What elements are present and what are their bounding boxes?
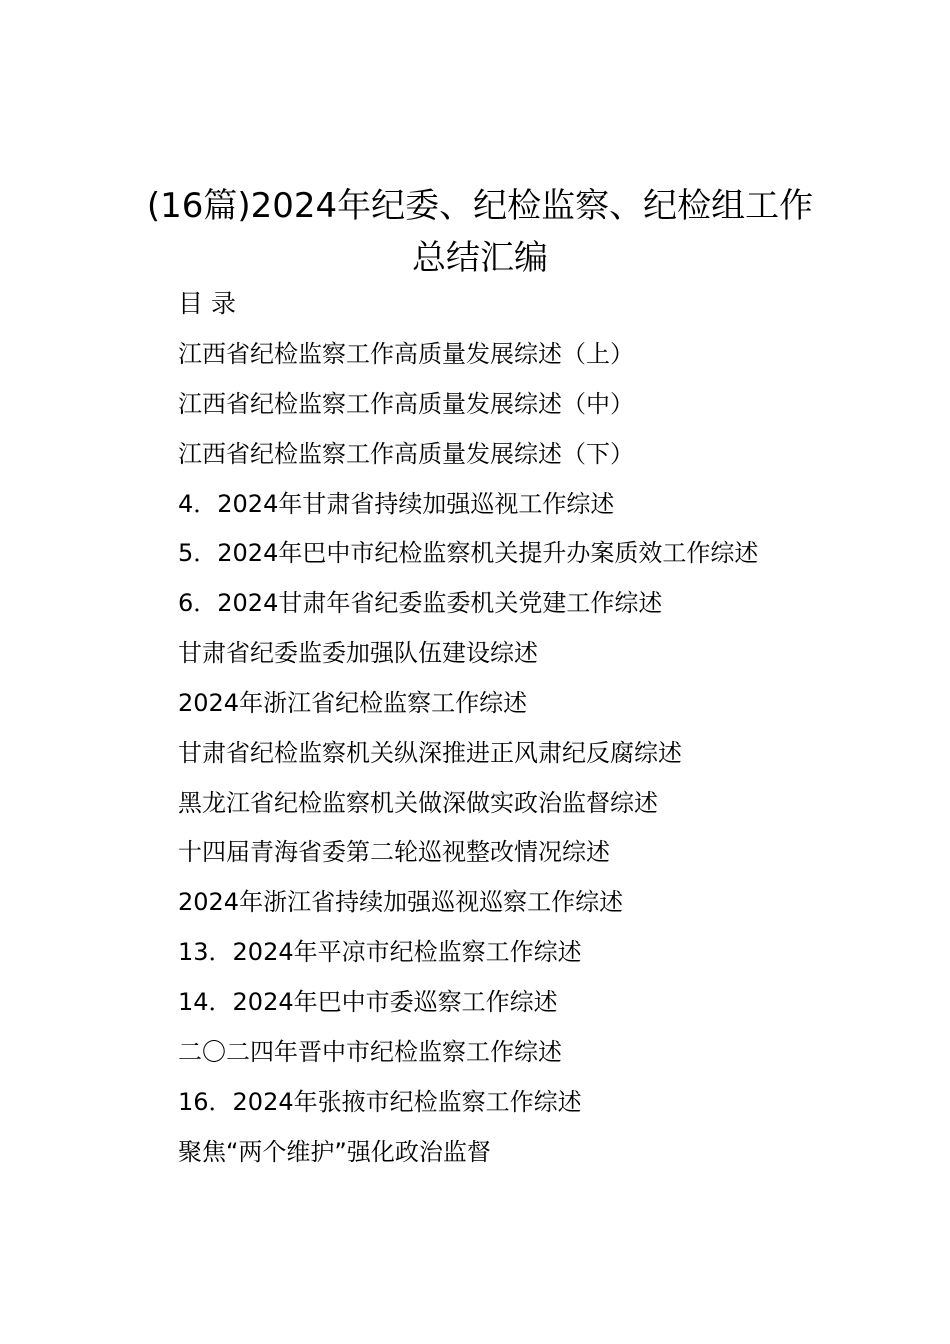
title-line-2: 总结汇编 (412, 238, 548, 278)
toc-item[interactable]: 2024年浙江省纪检监察工作综述 (178, 688, 528, 717)
toc-item[interactable]: 江西省纪检监察工作高质量发展综述（上） (178, 340, 634, 368)
toc-item[interactable]: 黑龙江省纪检监察机关做深做实政治监督综述 (178, 788, 658, 817)
toc-item[interactable]: 6．2024甘肃年省纪委监委机关党建工作综述 (178, 589, 663, 618)
toc-item[interactable]: 2024年浙江省持续加强巡视巡察工作综述 (178, 888, 624, 917)
toc-item[interactable]: 16．2024年张掖市纪检监察工作综述 (178, 1087, 582, 1116)
toc-item[interactable]: 5．2024年巴中市纪检监察机关提升办案质效工作综述 (178, 539, 759, 568)
title-line-1: (16篇)2024年纪委、纪检监察、纪检组工作 (146, 186, 814, 226)
table-of-contents (178, 336, 878, 1183)
toc-item[interactable]: 聚焦“两个维护”强化政治监督 (178, 1137, 491, 1166)
toc-item[interactable]: 4．2024年甘肃省持续加强巡视工作综述 (178, 489, 615, 518)
toc-item[interactable]: 江西省纪检监察工作高质量发展综述（中） (178, 389, 634, 418)
toc-item[interactable]: 江西省纪检监察工作高质量发展综述（下） (178, 439, 634, 468)
toc-item[interactable]: 二〇二四年晋中市纪检监察工作综述 (178, 1037, 562, 1066)
document-title (100, 180, 860, 284)
toc-item[interactable]: 甘肃省纪委监委加强队伍建设综述 (178, 639, 538, 668)
toc-item[interactable]: 十四届青海省委第二轮巡视整改情况综述 (178, 838, 610, 867)
toc-item[interactable]: 13．2024年平凉市纪检监察工作综述 (178, 938, 582, 967)
toc-item[interactable]: 甘肃省纪检监察机关纵深推进正风肃纪反腐综述 (178, 738, 682, 767)
toc-heading: 目 录 (178, 289, 236, 318)
toc-item[interactable]: 14．2024年巴中市委巡察工作综述 (178, 987, 558, 1016)
